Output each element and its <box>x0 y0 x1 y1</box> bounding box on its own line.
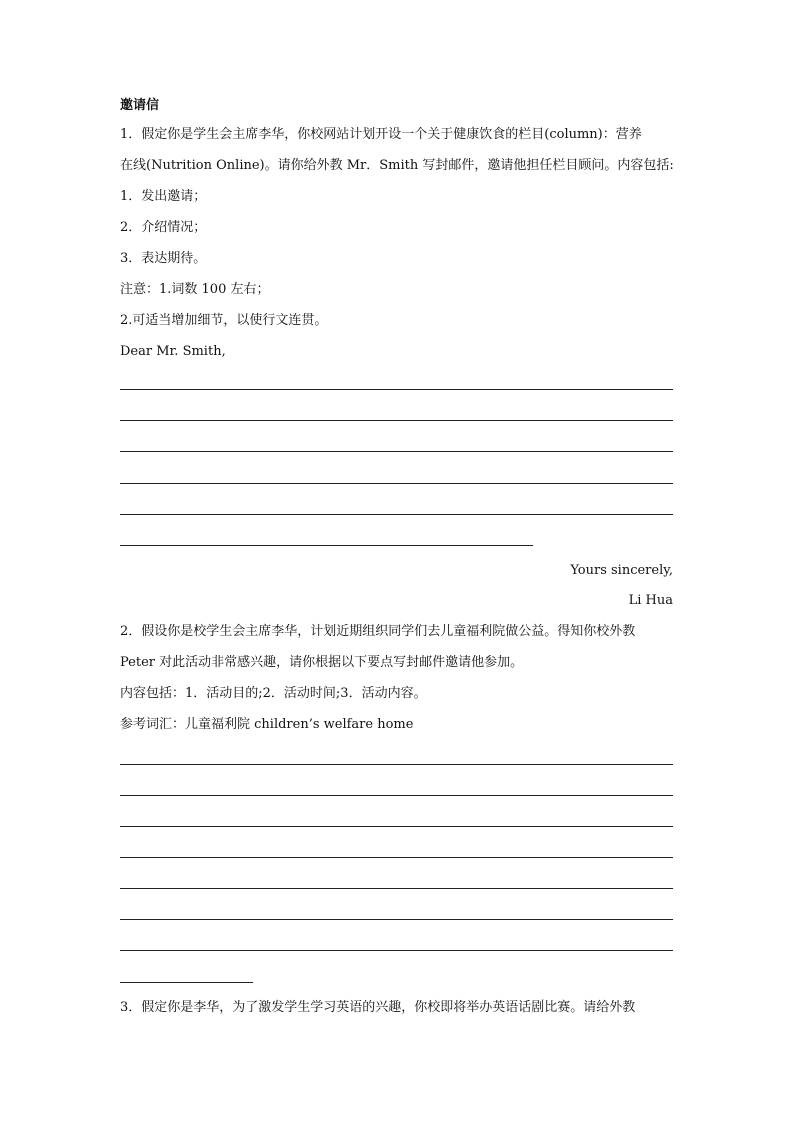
task2-vocab: 参考词汇：儿童福利院 children’s welfare home <box>120 717 414 732</box>
task2-content: 内容包括：1．活动目的;2．活动时间;3．活动内容。 <box>120 686 427 701</box>
writing-line <box>120 826 673 827</box>
writing-line <box>120 514 673 515</box>
task1-prompt-line1: 1．假定你是学生会主席李华，你校网站计划开设一个关于健康饮食的栏目(column)：营养 <box>120 127 642 142</box>
task1-closing: Yours sincerely, <box>570 563 673 578</box>
writing-line <box>120 888 673 889</box>
document-title: 邀请信 <box>120 98 160 113</box>
footnote-separator <box>120 982 253 983</box>
writing-line <box>120 764 673 765</box>
task1-note-1: 注意：1.词数 100 左右； <box>120 282 270 297</box>
task1-note-2: 2.可适当增加细节，以使行文连贯。 <box>120 313 328 328</box>
writing-line <box>120 919 673 920</box>
task1-salutation: Dear Mr. Smith, <box>120 344 226 359</box>
task2-prompt-line2: Peter 对此活动非常感兴趣，请你根据以下要点写封邮件邀请他参加。 <box>120 655 524 670</box>
writing-line <box>120 389 673 390</box>
writing-line <box>120 420 673 421</box>
writing-line <box>120 451 673 452</box>
task2-prompt-line1: 2．假设你是校学生会主席李华，计划近期组织同学们去儿童福利院做公益。得知你校外教 <box>120 624 636 639</box>
writing-line <box>120 950 673 951</box>
writing-line <box>120 857 673 858</box>
task1-point-2: 2．介绍情况； <box>120 220 207 235</box>
task1-point-1: 1．发出邀请； <box>120 189 207 204</box>
task1-prompt-line2: 在线(Nutrition Online)。请你给外教 Mr．Smith 写封邮件，邀请他担任栏目顾问。内容包括: <box>120 158 674 173</box>
writing-line <box>120 545 533 546</box>
writing-line <box>120 483 673 484</box>
task3-prompt-line1: 3．假定你是李华，为了激发学生学习英语的兴趣，你校即将举办英语话剧比赛。请给外教 <box>120 1000 636 1015</box>
writing-line <box>120 795 673 796</box>
task1-signature: Li Hua <box>628 593 673 608</box>
task1-point-3: 3．表达期待。 <box>120 251 207 266</box>
